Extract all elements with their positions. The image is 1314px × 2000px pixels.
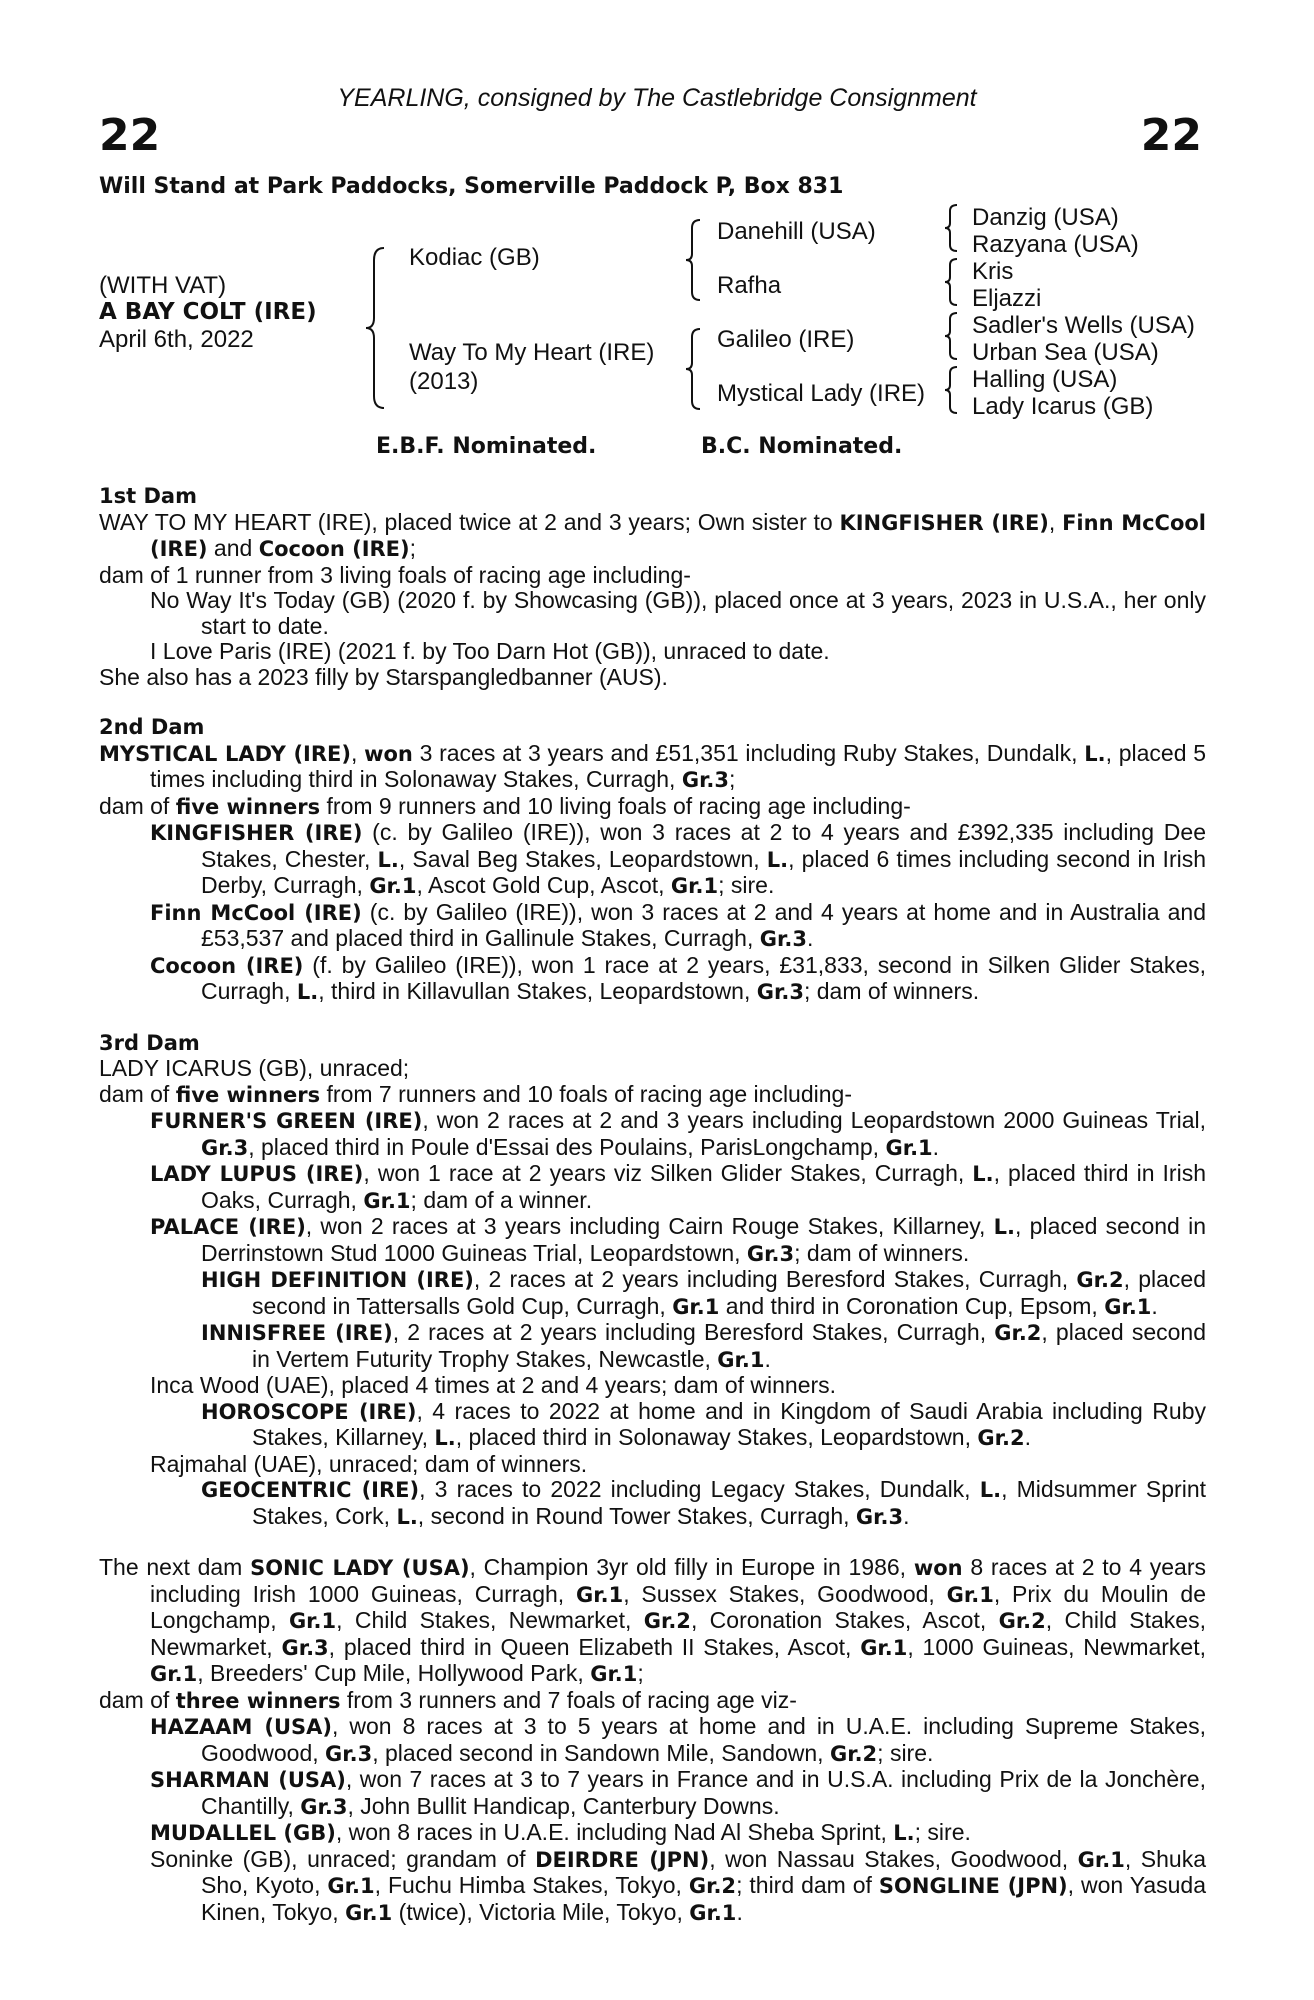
bold-text: L. xyxy=(434,1426,456,1450)
bold-text: Gr.3 xyxy=(201,1135,249,1160)
text-run: from 9 runners and 10 living foals of racing age including- xyxy=(320,792,911,819)
vat-note: (WITH VAT) xyxy=(99,272,227,299)
bc-nomination: B.C. Nominated. xyxy=(701,434,903,459)
bold-text: Gr.2 xyxy=(994,1321,1042,1345)
record-paragraph xyxy=(99,741,1206,794)
text-run: , second in Round Tower Stakes, Curragh, xyxy=(417,1502,856,1529)
gen3-ancestor: Danzig (USA) xyxy=(972,204,1119,231)
record-paragraph xyxy=(99,1555,1206,1688)
text-run: ; xyxy=(637,1660,644,1686)
text-run: . xyxy=(932,1133,940,1160)
text-run: , won Nassau Stakes, Goodwood, xyxy=(709,1845,1078,1872)
bold-text: HOROSCOPE (IRE) xyxy=(201,1399,417,1424)
dam-brace xyxy=(686,327,702,411)
sire-name: Kodiac (GB) xyxy=(409,244,540,271)
text-run: ; xyxy=(409,535,417,561)
bold-text: Gr.1 xyxy=(288,1609,337,1633)
bold-text: Gr.2 xyxy=(1076,1268,1124,1292)
text-run: , third in Killavullan Stakes, Leopardstown, xyxy=(318,978,757,1004)
text-run: ; xyxy=(729,766,736,792)
text-run: ; sire. xyxy=(877,1739,934,1766)
text-run: , Fuchu Himba Stakes, Tokyo, xyxy=(374,1872,689,1898)
bold-text: three winners xyxy=(175,1688,341,1713)
bold-text: Gr.1 xyxy=(1077,1847,1125,1872)
text-run: Rajmahal (UAE), unraced; dam of winners. xyxy=(150,1450,588,1477)
record-paragraph xyxy=(150,1847,1206,1927)
sire-dam: Rafha xyxy=(717,272,782,299)
text-run: ; dam of winners. xyxy=(794,1239,970,1266)
text-run: from 7 runners and 10 foals of racing age including- xyxy=(320,1080,852,1107)
gen3-ancestor: Lady Icarus (GB) xyxy=(972,393,1154,420)
text-run: , placed third in Solonaway Stakes, Leopardstown, xyxy=(455,1424,978,1450)
text-run: (c. by Galileo (IRE)), won 3 races at 2 to 4 years and £392,335 including Dee Stakes, Chester, xyxy=(201,819,1206,872)
bold-text: DEIRDRE (JPN) xyxy=(535,1847,710,1872)
text-run: dam of 1 runner from 3 living foals of racing age including- xyxy=(99,561,691,588)
bold-text: Gr.3 xyxy=(300,1794,348,1819)
sire-sire: Danehill (USA) xyxy=(717,218,876,245)
text-run: , placed 6 times including second in Irish Derby, Curragh, xyxy=(201,845,1206,898)
text-run: 3 races at 3 years and £51,351 including Ruby Stakes, Dundalk, xyxy=(412,739,1085,766)
text-run: , Sussex Stakes, Goodwood, xyxy=(623,1580,947,1607)
ebf-nomination: E.B.F. Nominated. xyxy=(376,434,597,459)
record-paragraph xyxy=(150,1452,1206,1478)
record-paragraph xyxy=(99,1082,1206,1109)
gen3-ancestor: Sadler's Wells (USA) xyxy=(972,312,1195,339)
text-run: Soninke (GB), unraced; grandam of xyxy=(150,1845,536,1872)
section-heading: 3rd Dam xyxy=(99,1030,200,1055)
text-run: , xyxy=(1048,508,1063,535)
gen3-brace-3 xyxy=(945,311,959,361)
bold-text: L. xyxy=(377,847,399,872)
text-run: . xyxy=(806,925,814,951)
bold-text: HIGH DEFINITION (IRE) xyxy=(201,1268,474,1292)
bold-text: L. xyxy=(972,1162,994,1186)
bold-text: Gr.1 xyxy=(860,1635,908,1660)
text-run: , 2 races at 2 years including Beresford Stakes, Curragh, xyxy=(473,1266,1077,1292)
bold-text: Gr.1 xyxy=(150,1662,198,1686)
text-run: . xyxy=(903,1502,910,1529)
consignment-line: YEARLING, consigned by The Castlebridge Consignment xyxy=(337,84,977,112)
bold-text: Gr.3 xyxy=(756,980,804,1004)
record-paragraph xyxy=(99,1688,1206,1715)
bold-text: L. xyxy=(766,847,789,872)
gen3-brace-2 xyxy=(945,257,959,307)
text-run: , 4 races to 2022 at home and in Kingdom of Saudi Arabia including Ruby Stakes, Killarney, xyxy=(252,1397,1206,1450)
text-run: dam of xyxy=(99,792,176,819)
bold-text: Gr.2 xyxy=(643,1609,691,1633)
bold-text: Gr.2 xyxy=(829,1741,878,1766)
bold-text: Gr.1 xyxy=(689,1900,737,1925)
bold-text: L. xyxy=(893,1821,915,1845)
bold-text: Gr.3 xyxy=(681,768,730,792)
record-paragraph xyxy=(150,1373,1206,1399)
text-run: , Breeders' Cup Mile, Hollywood Park, xyxy=(197,1660,591,1686)
lot-number-left: 22 xyxy=(99,110,161,161)
bold-text: LADY LUPUS (IRE) xyxy=(150,1162,364,1186)
text-run: (c. by Galileo (IRE)), won 3 races at 2 and 4 years at home and in Australia and £53,537 and placed third in Gallinule Stakes, Curragh, xyxy=(201,898,1207,951)
bold-text: PALACE (IRE) xyxy=(150,1215,306,1239)
text-run: , placed second in Vertem Futurity Trophy Stakes, Newcastle, xyxy=(252,1319,1206,1372)
text-run: , won 7 races at 3 to 7 years in France and in U.S.A. including Prix de la Jonchère, Chantilly, xyxy=(201,1766,1206,1819)
record-paragraph xyxy=(201,1267,1206,1320)
bold-text: INNISFREE (IRE) xyxy=(201,1321,393,1345)
dam-section xyxy=(99,484,1206,690)
bold-text: SONGLINE (JPN) xyxy=(878,1874,1068,1898)
bold-text: Gr.1 xyxy=(946,1582,994,1607)
bold-text: Gr.1 xyxy=(576,1582,624,1607)
gen3-brace-4 xyxy=(945,365,959,415)
bold-text: Finn McCool (IRE) xyxy=(150,510,1207,561)
text-run: , Saval Beg Stakes, Leopardstown, xyxy=(398,845,767,872)
bold-text: Gr.1 xyxy=(1104,1294,1152,1319)
text-run: dam of xyxy=(99,1686,176,1713)
record-paragraph xyxy=(150,1767,1206,1820)
text-run: The next dam xyxy=(99,1554,251,1580)
record-paragraph xyxy=(99,563,1206,589)
record-paragraph xyxy=(150,1108,1206,1161)
dam-dam: Mystical Lady (IRE) xyxy=(717,380,926,407)
text-run: and xyxy=(207,535,259,561)
bold-text: Gr.1 xyxy=(670,874,719,898)
bold-text: Gr.2 xyxy=(998,1609,1046,1633)
section-heading: 2nd Dam xyxy=(99,715,205,739)
record-paragraph xyxy=(99,510,1206,563)
stand-location: Will Stand at Park Paddocks, Somerville Paddock P, Box 831 xyxy=(99,174,844,199)
text-run: . xyxy=(764,1345,771,1372)
record-paragraph xyxy=(150,953,1206,1006)
bold-text: Gr.3 xyxy=(281,1635,329,1660)
text-run: , Midsummer Sprint Stakes, Cork, xyxy=(252,1476,1207,1529)
text-run: , Ascot Gold Cup, Ascot, xyxy=(416,872,671,898)
bold-text: Gr.3 xyxy=(325,1741,373,1766)
text-run: WAY TO MY HEART (IRE), placed twice at 2 and 3 years; Own sister to xyxy=(99,508,840,535)
text-run: Inca Wood (UAE), placed 4 times at 2 and 4 years; dam of winners. xyxy=(150,1372,837,1398)
text-run: , won 2 races at 3 years including Cairn Rouge Stakes, Killarney, xyxy=(305,1213,994,1239)
text-run: She also has a 2023 filly by Starspangledbanner (AUS). xyxy=(99,663,668,690)
bold-text: Gr.2 xyxy=(688,1874,737,1898)
bold-text: FURNER'S GREEN (IRE) xyxy=(150,1109,423,1133)
bold-text: Gr.1 xyxy=(885,1135,933,1160)
text-run: , Champion 3yr old filly in Europe in 1986, xyxy=(469,1554,914,1580)
bold-text: Gr.1 xyxy=(327,1874,375,1898)
bold-text: L. xyxy=(993,1215,1016,1239)
text-run: ; dam of a winner. xyxy=(410,1186,593,1213)
text-run: , Child Stakes, Newmarket, xyxy=(336,1607,644,1633)
text-run: , placed 5 times including third in Solonaway Stakes, Curragh, xyxy=(150,739,1207,792)
text-run: , 2 races at 2 years including Beresford Stakes, Curragh, xyxy=(392,1319,995,1345)
record-paragraph xyxy=(99,665,1206,691)
bold-text: MUDALLEL (GB) xyxy=(150,1821,336,1845)
bold-text: L. xyxy=(296,980,319,1004)
gen3-ancestor: Halling (USA) xyxy=(972,366,1118,393)
bold-text: Gr.1 xyxy=(369,874,417,898)
text-run: ; third dam of xyxy=(736,1872,879,1898)
record-paragraph xyxy=(150,588,1206,639)
text-run: dam of xyxy=(99,1080,176,1107)
main-brace xyxy=(366,246,390,410)
bold-text: five winners xyxy=(175,1082,321,1107)
record-paragraph xyxy=(99,1056,1206,1082)
text-run: 8 races at 2 to 4 years including Irish 1000 Guineas, Curragh, xyxy=(150,1554,1206,1607)
dam-section xyxy=(99,1555,1206,1926)
text-run: , 1000 Guineas, Newmarket, xyxy=(907,1633,1206,1660)
text-run: , won 8 races at 3 to 5 years at home and in U.A.E. including Supreme Stakes, Goodwood, xyxy=(201,1713,1206,1766)
foaling-date: April 6th, 2022 xyxy=(99,326,254,353)
gen3-ancestor: Eljazzi xyxy=(972,285,1042,312)
record-paragraph xyxy=(150,900,1206,953)
dam-name: Way To My Heart (IRE) xyxy=(409,339,655,366)
record-paragraph xyxy=(150,820,1206,900)
bold-text: SONIC LADY (USA) xyxy=(250,1556,470,1580)
bold-text: won xyxy=(364,741,413,766)
bold-text: Gr.1 xyxy=(363,1188,411,1213)
text-run: , xyxy=(350,739,365,766)
text-run: , won Yasuda Kinen, Tokyo, xyxy=(201,1872,1206,1925)
bold-text: SHARMAN (USA) xyxy=(150,1768,346,1792)
record-paragraph xyxy=(201,1477,1206,1530)
gen3-ancestor: Urban Sea (USA) xyxy=(972,339,1159,366)
text-run: ; sire. xyxy=(718,872,775,898)
gen3-ancestor: Kris xyxy=(972,258,1014,285)
text-run: , John Bullit Handicap, Canterbury Downs. xyxy=(347,1792,780,1819)
bold-text: KINGFISHER (IRE) xyxy=(150,821,363,845)
bold-text: Gr.1 xyxy=(717,1347,765,1372)
text-run: , won 2 races at 2 and 3 years including Leopardstown 2000 Guineas Trial, xyxy=(422,1107,1206,1133)
bold-text: won xyxy=(913,1556,963,1580)
text-run: , placed third in Poule d'Essai des Poulains, ParisLongchamp, xyxy=(248,1133,886,1160)
bold-text: Cocoon (IRE) xyxy=(150,953,304,978)
bold-text: Gr.1 xyxy=(672,1294,720,1319)
text-run: , Shuka Sho, Kyoto, xyxy=(201,1845,1206,1898)
bold-text: Gr.3 xyxy=(855,1504,904,1529)
bold-text: Gr.3 xyxy=(759,927,807,951)
text-run: . xyxy=(1151,1292,1158,1319)
bold-text: Gr.3 xyxy=(746,1241,795,1266)
bold-text: five winners xyxy=(175,794,321,819)
record-paragraph xyxy=(150,1714,1206,1767)
dam-sire: Galileo (IRE) xyxy=(717,326,855,353)
text-run: No Way It's Today (GB) (2020 f. by Showcasing (GB)), placed once at 3 years, 2023 in U.S.A., her only start to date. xyxy=(150,587,1206,639)
text-run: from 3 runners and 7 foals of racing age viz- xyxy=(340,1686,797,1713)
horse-name: A BAY COLT (IRE) xyxy=(99,299,317,325)
text-run: , Child Stakes, Newmarket, xyxy=(150,1607,1206,1660)
bold-text: L. xyxy=(396,1504,418,1529)
text-run: , placed second in Tattersalls Gold Cup, Curragh, xyxy=(252,1266,1207,1319)
bold-text: L. xyxy=(1084,741,1106,766)
text-run: LADY ICARUS (GB), unraced; xyxy=(99,1055,410,1081)
lot-number-right: 22 xyxy=(1140,110,1202,161)
produce-record xyxy=(99,484,1206,1951)
bold-text: Gr.1 xyxy=(345,1900,393,1925)
record-paragraph xyxy=(201,1399,1206,1452)
bold-text: KINGFISHER (IRE) xyxy=(839,510,1049,535)
gen3-brace-1 xyxy=(945,203,959,253)
text-run: , placed second in Sandown Mile, Sandown, xyxy=(372,1739,830,1766)
bold-text: GEOCENTRIC (IRE) xyxy=(201,1478,420,1502)
dam-section xyxy=(99,715,1206,1006)
record-paragraph xyxy=(150,1161,1206,1214)
section-heading: 1st Dam xyxy=(99,484,197,508)
text-run: . xyxy=(736,1898,743,1925)
text-run: , won 1 race at 2 years viz Silken Glider Stakes, Curragh, xyxy=(363,1160,973,1186)
text-run: , won 8 races in U.A.E. including Nad Al Sheba Sprint, xyxy=(335,1819,894,1845)
record-paragraph xyxy=(150,639,1206,665)
dam-year: (2013) xyxy=(409,368,479,395)
text-run: , Coronation Stakes, Ascot, xyxy=(690,1607,999,1633)
bold-text: L. xyxy=(979,1478,1002,1502)
record-paragraph xyxy=(150,1820,1206,1847)
bold-text: Finn McCool (IRE) xyxy=(150,900,362,925)
text-run: , placed third in Irish Oaks, Curragh, xyxy=(201,1160,1206,1213)
bold-text: Gr.2 xyxy=(977,1426,1025,1450)
bold-text: Cocoon (IRE) xyxy=(258,537,410,561)
text-run: , Prix du Moulin de Longchamp, xyxy=(150,1580,1206,1633)
text-run: , placed third in Queen Elizabeth II Stakes, Ascot, xyxy=(328,1633,861,1660)
record-paragraph xyxy=(150,1214,1206,1267)
record-paragraph xyxy=(99,794,1206,821)
bold-text: MYSTICAL LADY (IRE) xyxy=(99,741,351,766)
gen3-ancestor: Razyana (USA) xyxy=(972,231,1139,258)
text-run: ; dam of winners. xyxy=(803,978,980,1004)
text-run: I Love Paris (IRE) (2021 f. by Too Darn Hot (GB)), unraced to date. xyxy=(150,638,830,664)
bold-text: HAZAAM (USA) xyxy=(150,1715,332,1739)
sire-brace xyxy=(686,218,702,302)
text-run: , placed second in Derrinstown Stud 1000 Guineas Trial, Leopardstown, xyxy=(201,1213,1206,1266)
text-run: (twice), Victoria Mile, Tokyo, xyxy=(392,1898,690,1925)
text-run: . xyxy=(1024,1424,1031,1450)
text-run: and third in Coronation Cup, Epsom, xyxy=(719,1292,1105,1319)
record-paragraph xyxy=(201,1320,1206,1373)
bold-text: Gr.1 xyxy=(590,1662,638,1686)
text-run: ; sire. xyxy=(914,1819,971,1845)
dam-section xyxy=(99,1031,1206,1531)
text-run: (f. by Galileo (IRE)), won 1 race at 2 years, £31,833, second in Silken Glider Stakes, Curragh, xyxy=(201,951,1207,1004)
text-run: , 3 races to 2022 including Legacy Stakes, Dundalk, xyxy=(419,1476,980,1502)
